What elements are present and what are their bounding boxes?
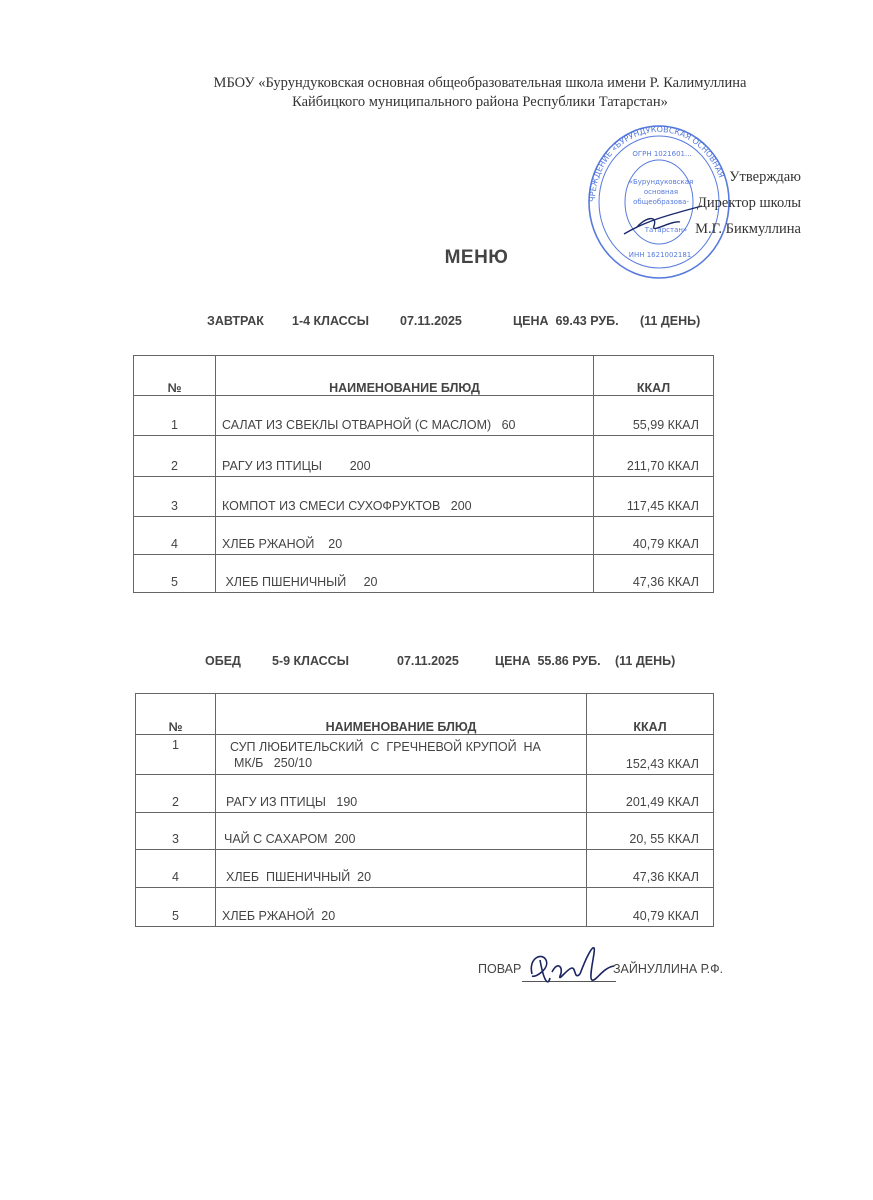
table-header-row [136, 694, 714, 735]
header-kcal: ККАЛ [587, 694, 714, 735]
table-row [134, 477, 714, 517]
page-title: МЕНЮ [444, 247, 509, 268]
stamp-ring-text: ЧРЕЖДЕНИЕ «БУРУНДУКОВСКАЯ ОСНОВНАЯ [587, 124, 726, 203]
table-row [136, 813, 714, 850]
header-name: НАИМЕНОВАНИЕ БЛЮД [216, 356, 594, 396]
row-dish: ХЛЕБ РЖАНОЙ 20 [216, 517, 594, 555]
stamp-center-4: Татарстан» [644, 226, 688, 234]
table-row [136, 888, 714, 927]
lunch-day: (11 ДЕНЬ) [615, 654, 676, 668]
header-num: № [134, 356, 216, 396]
row-kcal: 47,36 ККАЛ [587, 850, 714, 888]
stamp-inn: ИНН 1621002181 [628, 251, 692, 259]
school-header [150, 74, 810, 112]
approval-line-2: Директор школы [697, 195, 801, 211]
row-num: 4 [136, 850, 216, 888]
breakfast-meal: ЗАВТРАК [207, 314, 264, 328]
row-num: 3 [136, 813, 216, 850]
row-dish: РАГУ ИЗ ПТИЦЫ 200 [216, 436, 594, 477]
row-kcal: 117,45 ККАЛ [594, 477, 714, 517]
breakfast-day: (11 ДЕНЬ) [640, 314, 701, 328]
header-num: № [136, 694, 216, 735]
row-kcal: 152,43 ККАЛ [587, 735, 714, 775]
stamp-center-1: «Бурундуковская [628, 178, 694, 186]
approval-line-1: Утверждаю [729, 169, 801, 185]
approval-line-3: М.Г. Бикмуллина [695, 221, 801, 237]
row-dish-line-1: СУП ЛЮБИТЕЛЬСКИЙ С ГРЕЧНЕВОЙ КРУПОЙ НА [230, 740, 541, 754]
header-name: НАИМЕНОВАНИЕ БЛЮД [216, 694, 587, 735]
cook-signature-icon [522, 938, 622, 990]
table-row [136, 850, 714, 888]
row-dish: САЛАТ ИЗ СВЕКЛЫ ОТВАРНОЙ (С МАСЛОМ) 60 [216, 396, 594, 436]
lunch-table [135, 693, 714, 927]
breakfast-classes: 1-4 КЛАССЫ [292, 314, 369, 328]
row-kcal: 55,99 ККАЛ [594, 396, 714, 436]
row-dish: ХЛЕБ ПШЕНИЧНЫЙ 20 [216, 850, 587, 888]
row-dish: КОМПОТ ИЗ СМЕСИ СУХОФРУКТОВ 200 [216, 477, 594, 517]
row-kcal: 40,79 ККАЛ [594, 517, 714, 555]
school-name-line-2: Кайбицкого муниципального района Республики Татарстан» [292, 94, 668, 110]
breakfast-table [133, 355, 714, 593]
row-kcal: 47,36 ККАЛ [594, 555, 714, 593]
breakfast-price: ЦЕНА 69.43 РУБ. [513, 314, 619, 328]
school-name-line-1: МБОУ «Бурундуковская основная общеобразовательная школа имени Р. Калимуллина [213, 75, 747, 91]
cook-label: ПОВАР [478, 962, 522, 976]
stamp-center-3: общеобразова- [633, 198, 689, 206]
row-kcal: 211,70 ККАЛ [594, 436, 714, 477]
table-row [134, 517, 714, 555]
table-row [134, 396, 714, 436]
row-dish: РАГУ ИЗ ПТИЦЫ 190 [216, 775, 587, 813]
cook-name: ЗАЙНУЛЛИНА Р.Ф. [613, 962, 724, 976]
row-num: 2 [134, 436, 216, 477]
row-num: 3 [134, 477, 216, 517]
header-kcal: ККАЛ [594, 356, 714, 396]
row-kcal: 201,49 ККАЛ [587, 775, 714, 813]
row-dish: ХЛЕБ РЖАНОЙ 20 [216, 888, 587, 927]
row-dish [216, 735, 587, 775]
lunch-classes: 5-9 КЛАССЫ [272, 654, 349, 668]
table-row [134, 436, 714, 477]
lunch-meal: ОБЕД [205, 654, 241, 668]
lunch-price: ЦЕНА 55.86 РУБ. [495, 654, 601, 668]
row-kcal: 20, 55 ККАЛ [587, 813, 714, 850]
lunch-date: 07.11.2025 [397, 654, 459, 668]
row-num: 5 [136, 888, 216, 927]
row-dish: ХЛЕБ ПШЕНИЧНЫЙ 20 [216, 555, 594, 593]
stamp-center-2: основная [643, 188, 679, 196]
row-kcal: 40,79 ККАЛ [587, 888, 714, 927]
row-num: 4 [134, 517, 216, 555]
approval-block [695, 164, 801, 242]
table-row [136, 735, 714, 775]
row-num: 5 [134, 555, 216, 593]
table-header-row [134, 356, 714, 396]
table-row [134, 555, 714, 593]
row-dish-line-2: МК/Б 250/10 [234, 756, 313, 770]
table-row [136, 775, 714, 813]
breakfast-date: 07.11.2025 [400, 314, 462, 328]
row-num: 1 [136, 735, 216, 775]
row-num: 2 [136, 775, 216, 813]
row-dish: ЧАЙ С САХАРОМ 200 [216, 813, 587, 850]
stamp-ogrn: ОГРН 1021601... [632, 150, 692, 158]
row-num: 1 [134, 396, 216, 436]
